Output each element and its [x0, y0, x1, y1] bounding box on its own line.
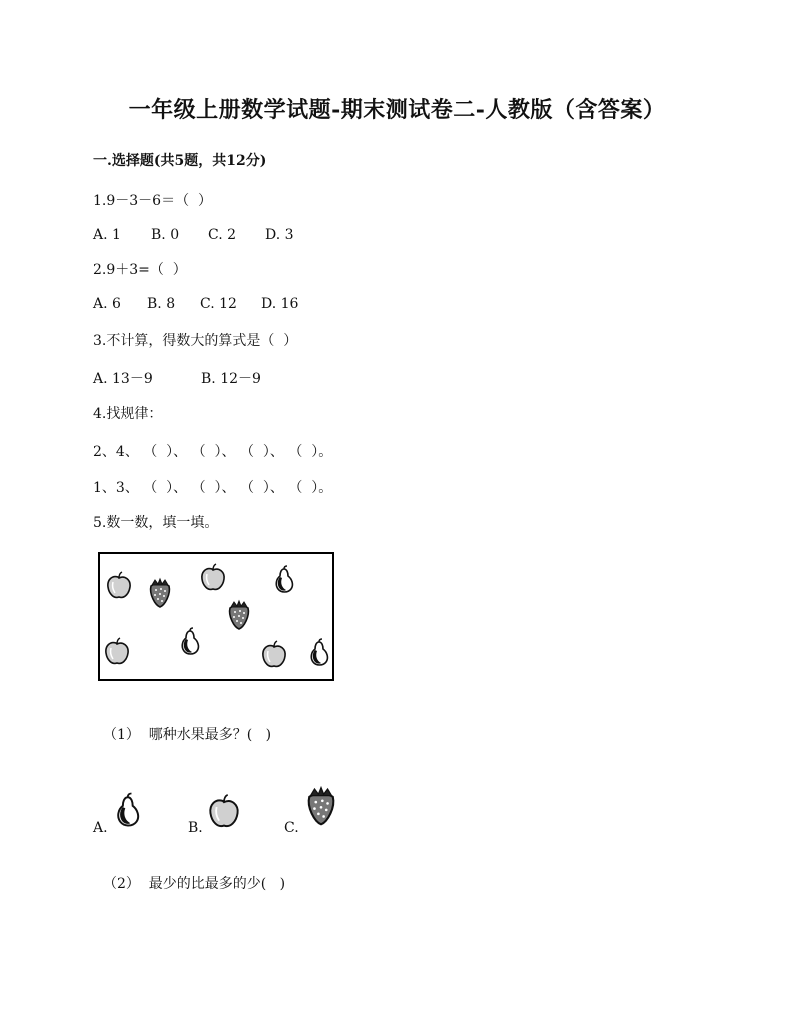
q3-option-a: A. 13－9: [93, 371, 153, 387]
q2-option-c: C. 12: [200, 296, 237, 312]
question-3-stem: 3.不计算，得数大的算式是（ ）: [93, 333, 298, 349]
apple-icon: [208, 794, 240, 830]
apple-icon: [106, 638, 128, 663]
apple-icon: [108, 572, 130, 597]
q2-option-b: B. 8: [147, 296, 176, 312]
strawberry-icon: [151, 579, 170, 607]
question-5-stem: 5.数一数，填一填。: [93, 515, 219, 531]
question-2-stem: 2.9＋3=（ ）: [93, 262, 187, 278]
q1-option-a: A. 1: [93, 227, 121, 243]
fruit-picture: [98, 552, 334, 681]
q2-option-d: D. 16: [261, 296, 299, 312]
page-title: 一年级上册数学试题-期末测试卷二-人教版（含答案）: [128, 97, 666, 123]
section-heading: 一.选择题(共5题，共12分): [93, 153, 267, 169]
q5-sub1-option-b: B.: [188, 820, 203, 836]
q5-sub1-option-a: A.: [93, 820, 108, 836]
question-4-stem: 4.找规律：: [93, 406, 163, 422]
q5-subquestion-2: （2） 最少的比最多的少( ): [103, 876, 286, 892]
q1-option-c: C. 2: [208, 227, 237, 243]
pear-icon: [276, 566, 292, 592]
q4-pattern-row-2: 1、3、 （ ）、 （ ）、 （ ）、 （ ）。: [93, 480, 333, 496]
q3-option-b: B. 12－9: [201, 371, 261, 387]
pear-icon: [113, 792, 145, 832]
q5-sub1-option-c: C.: [284, 820, 299, 836]
q5-subquestion-1: （1） 哪种水果最多？( ): [103, 727, 272, 743]
strawberry-icon: [304, 784, 338, 828]
apple-icon: [263, 641, 285, 666]
q1-option-b: B. 0: [151, 227, 180, 243]
apple-icon: [202, 564, 224, 589]
q4-pattern-row-1: 2、4、 （ ）、 （ ）、 （ ）、 （ ）。: [93, 444, 333, 460]
q2-option-a: A. 6: [93, 296, 121, 312]
question-1-stem: 1.9－3－6＝（ ）: [93, 193, 212, 209]
pear-icon: [182, 628, 198, 654]
pear-icon: [311, 639, 327, 665]
q1-option-d: D. 3: [265, 227, 294, 243]
strawberry-icon: [230, 601, 249, 629]
